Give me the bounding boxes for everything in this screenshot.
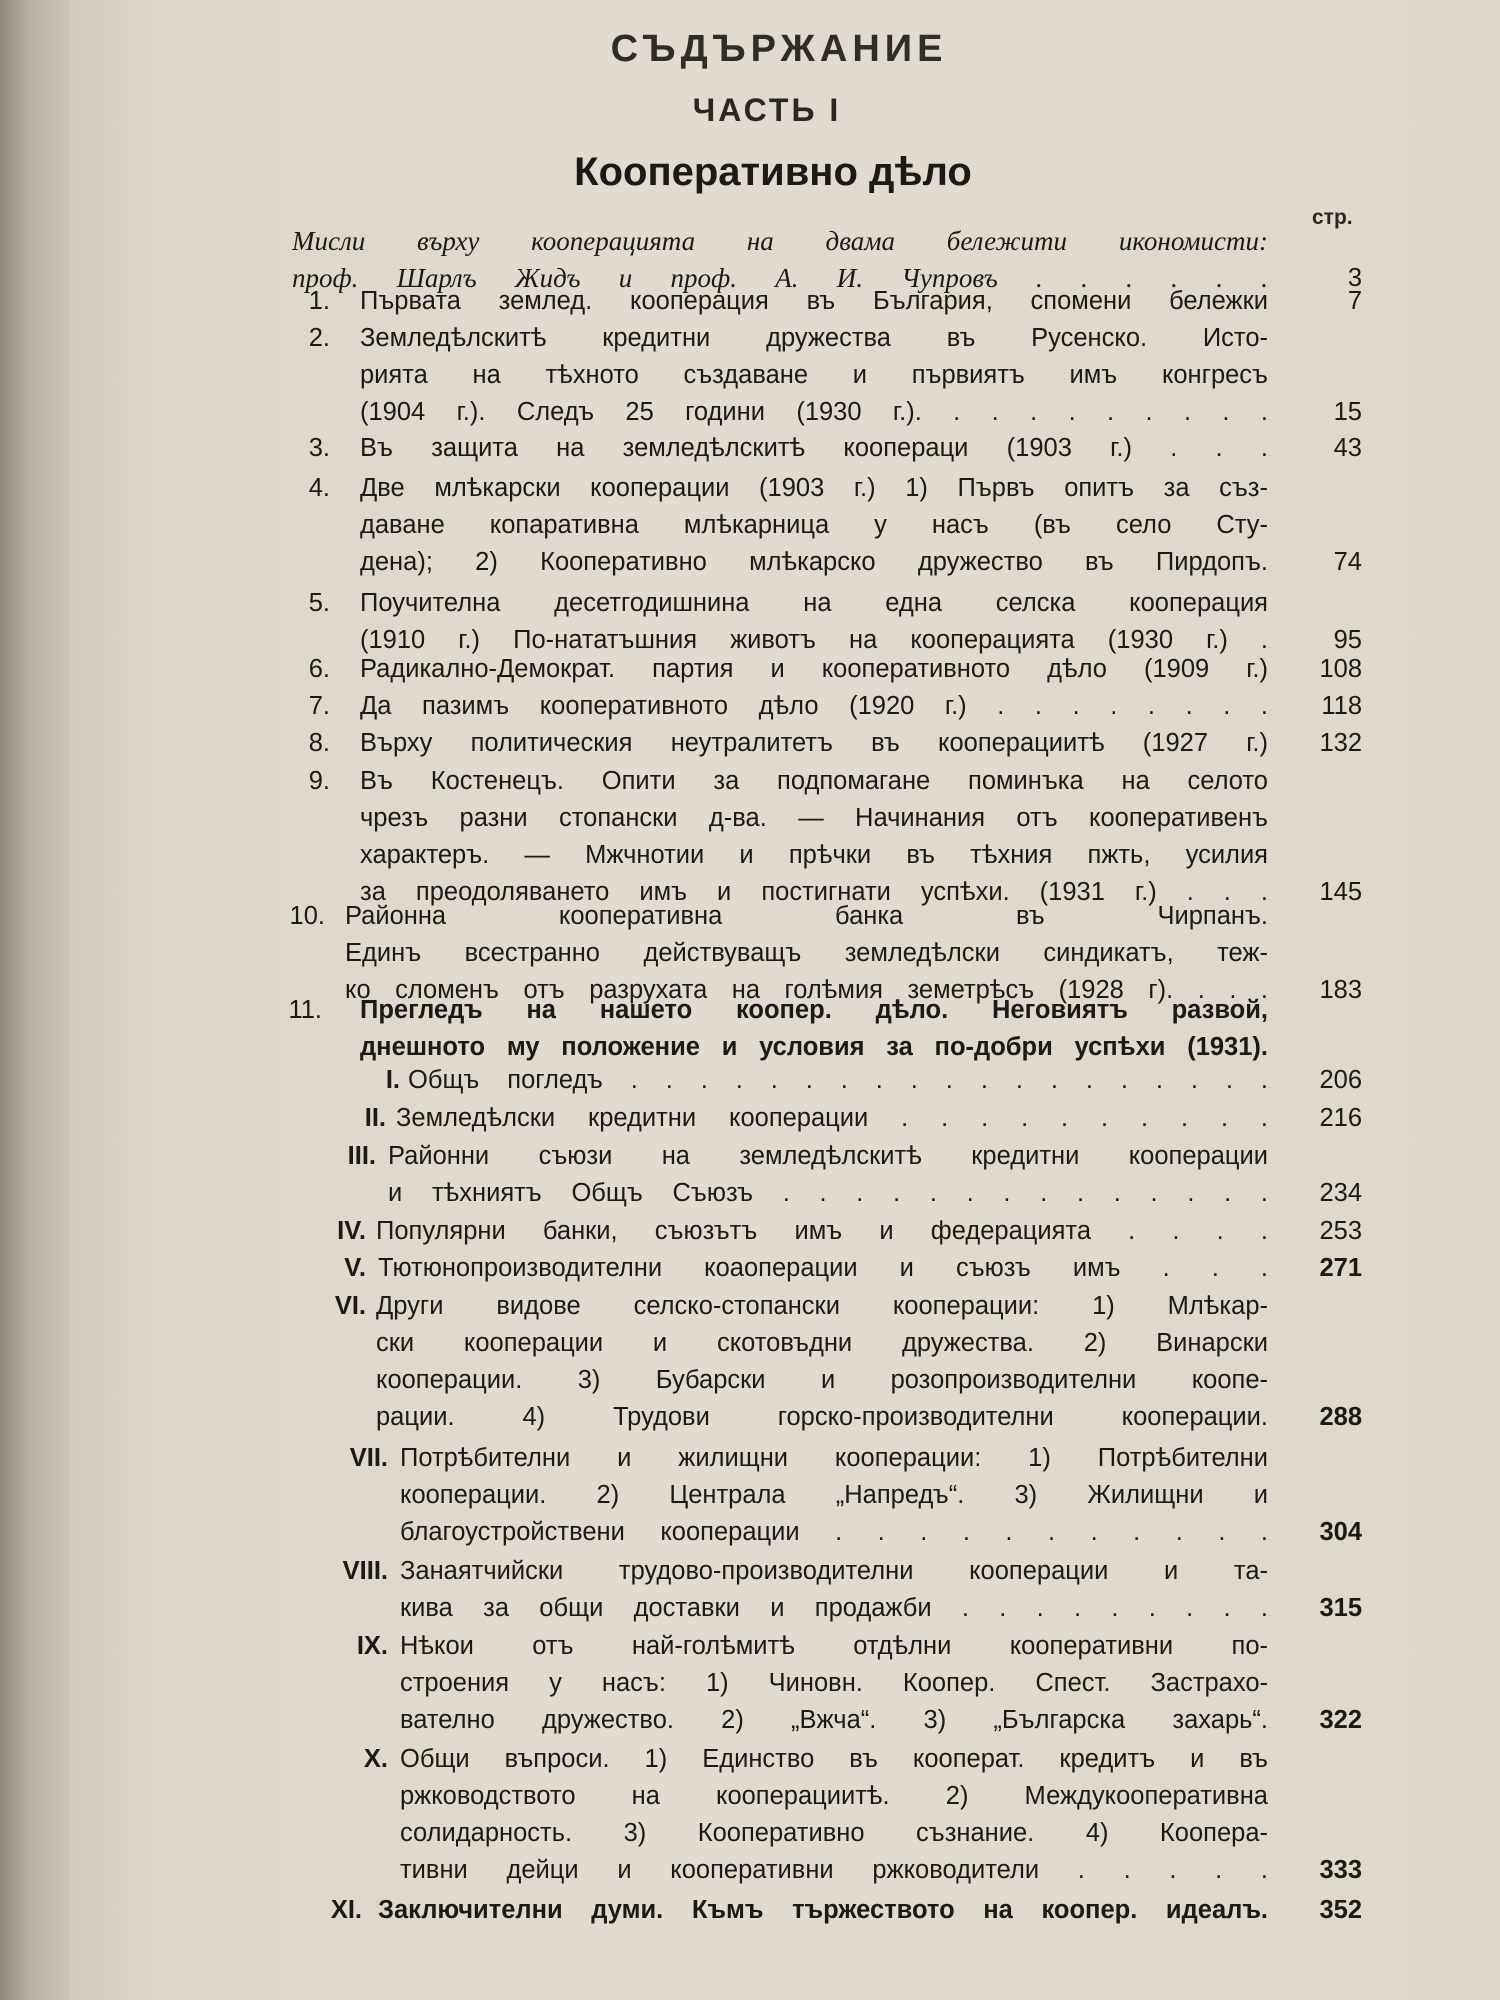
toc-entry-number: II. xyxy=(364,1104,386,1132)
toc-entry-page: 74 xyxy=(1333,548,1362,576)
toc-entry-page: 206 xyxy=(1319,1066,1362,1094)
toc-entry-line: Поучителна десетгодишнина на една селска кооперация xyxy=(360,589,1268,617)
toc-entry-line: Нѣкои отъ най-голѣмитѣ отдѣлни кооперативни по- xyxy=(400,1632,1268,1660)
toc-entry-line: Потрѣбителни и жилищни кооперации: 1) Потрѣбителни xyxy=(400,1444,1268,1472)
toc-entry-page: 43 xyxy=(1333,434,1362,462)
toc-entry-line: и тѣхниятъ Общъ Съюзъ . . . . . . . . . . . . . . xyxy=(388,1179,1268,1207)
toc-entry-page: 3 xyxy=(1347,264,1362,292)
toc-entry-line: Върху политическия неутралитетъ въ кооперациитѣ (1927 г.) xyxy=(360,729,1268,757)
book-page xyxy=(70,0,1500,2000)
toc-entry-number: 5. xyxy=(308,589,330,617)
toc-entry-page: 253 xyxy=(1319,1217,1362,1245)
toc-entry-line: Земледѣлскитѣ кредитни дружества въ Русенско. Исто- xyxy=(360,324,1268,352)
toc-entry-line: Първата землед. кооперация въ България, спомени бележки xyxy=(360,287,1268,315)
toc-entry-number: 3. xyxy=(308,434,330,462)
toc-entry-line: ко сломенъ отъ разрухата на голѣмия земетрѣсъ (1928 г). . . . xyxy=(345,976,1268,1004)
toc-entry-page: 315 xyxy=(1319,1594,1362,1622)
toc-entry-page: 234 xyxy=(1319,1179,1362,1207)
toc-entry-page: 333 xyxy=(1319,1856,1362,1884)
toc-entry-page: 15 xyxy=(1333,398,1362,426)
part-title: ЧАСТЬ I xyxy=(692,92,842,128)
toc-entry-number: X. xyxy=(363,1745,388,1773)
page-column-label: стр. xyxy=(1312,206,1353,229)
toc-entry-line: Общи въпроси. 1) Единство въ кооперат. кредитъ и въ xyxy=(400,1745,1268,1773)
toc-entry-line: кива за общи доставки и продажби . . . . . . . . . xyxy=(400,1594,1268,1622)
toc-entry-line: Въ Костенецъ. Опити за подпомагане поминъка на селото xyxy=(360,767,1268,795)
toc-entry-number: 6. xyxy=(308,655,330,683)
toc-entry-number: 7. xyxy=(308,692,330,720)
toc-entry-line: Общъ погледъ . . . . . . . . . . . . . . . . . . . xyxy=(408,1066,1268,1094)
toc-entry-page: 183 xyxy=(1319,976,1362,1004)
toc-entry-page: 216 xyxy=(1319,1104,1362,1132)
toc-entry-line: дена); 2) Кооперативно млѣкарско дружество въ Пирдопъ. xyxy=(360,548,1268,576)
toc-entry-line: Мисли върху кооперацията на двама бележити икономисти: xyxy=(292,226,1268,256)
toc-entry-line: даване копаративна млѣкарница у насъ (въ село Сту- xyxy=(360,511,1268,539)
section-title: Кооперативно дѣло xyxy=(574,150,972,194)
toc-entry-line: рации. 4) Трудови горско-производителни кооперации. xyxy=(376,1403,1268,1431)
toc-entry-line: кооперации. 2) Централа „Напредъ“. 3) Жилищни и xyxy=(400,1481,1268,1509)
toc-entry-number: VII. xyxy=(349,1444,388,1472)
toc-entry-line: благоустройствени кооперации . . . . . . . . . . . xyxy=(400,1518,1268,1546)
toc-entry-line: Други видове селско-стопански кооперации: 1) Млѣкар- xyxy=(376,1292,1268,1320)
toc-entry-line: проф. Шарлъ Жидъ и проф. А. И. Чупровъ . . . . . . xyxy=(292,263,1268,293)
toc-entry-page: 145 xyxy=(1319,878,1362,906)
toc-entry-page: 118 xyxy=(1321,692,1362,720)
toc-entry-line: Единъ всестранно действуващъ земледѣлски синдикатъ, теж- xyxy=(345,939,1268,967)
toc-entry-line: Радикално-Демократ. партия и кооперативното дѣло (1909 г.) xyxy=(360,655,1268,683)
toc-entry-number: VI. xyxy=(334,1292,366,1320)
toc-entry-line: Районна кооперативна банка въ Чирпанъ. xyxy=(345,902,1268,930)
toc-entry-number: III. xyxy=(347,1142,376,1170)
toc-entry-line: (1910 г.) По-нататъшния животъ на кооперацията (1930 г.) . xyxy=(360,626,1268,654)
toc-entry-number: 10. xyxy=(289,902,325,930)
toc-entry-line: строения у насъ: 1) Чиновн. Коопер. Спест. Застрахо- xyxy=(400,1669,1268,1697)
toc-entry-line: ски кооперации и скотовъдни дружества. 2) Винарски xyxy=(376,1329,1268,1357)
toc-entry-line: ржководството на кооперациитѣ. 2) Междукооперативна xyxy=(400,1782,1268,1810)
toc-entry-page: 304 xyxy=(1319,1518,1362,1546)
toc-entry-line: Заключителни думи. Къмъ тържеството на коопер. идеалъ. xyxy=(378,1896,1268,1924)
toc-entry-number: 1. xyxy=(308,287,330,315)
toc-entry-line: вателно дружество. 2) „Вжча“. 3) „Българска захарь“. xyxy=(400,1706,1268,1734)
toc-entry-page: 7 xyxy=(1347,287,1362,315)
toc-entry-line: Тютюнопроизводителни коаоперации и съюзъ имъ . . . xyxy=(378,1254,1268,1282)
toc-entry-line: (1904 г.). Следъ 25 години (1930 г.). . . . . . . . . . xyxy=(360,398,1268,426)
toc-entry-number: 2. xyxy=(308,324,330,352)
toc-entry-page: 271 xyxy=(1319,1254,1362,1282)
toc-entry-number: IV. xyxy=(337,1217,366,1245)
toc-entry-number: IX. xyxy=(356,1632,388,1660)
toc-entry-number: 8. xyxy=(308,729,330,757)
toc-entry-line: чрезъ разни стопански д-ва. — Начинания отъ кооперативенъ xyxy=(360,804,1268,832)
toc-entry-number: 9. xyxy=(308,767,330,795)
toc-entry-line: кооперации. 3) Бубарски и розопроизводителни коопе- xyxy=(376,1366,1268,1394)
toc-entry-line: тивни дейци и кооперативни ржководители . . . . . xyxy=(400,1856,1268,1884)
toc-entry-number: VIII. xyxy=(342,1557,388,1585)
toc-entry-line: Занаятчийски трудово-производителни кооперации и та- xyxy=(400,1557,1268,1585)
toc-entry-number: V. xyxy=(344,1254,366,1282)
toc-entry-line: рията на тѣхното създаване и първиятъ имъ конгресъ xyxy=(360,361,1268,389)
toc-entry-page: 132 xyxy=(1319,729,1362,757)
toc-entry-line: Две млѣкарски кооперации (1903 г.) 1) Първъ опитъ за съз- xyxy=(360,474,1268,502)
toc-entry-line: солидарность. 3) Кооперативно съзнание. 4) Коопера- xyxy=(400,1819,1268,1847)
toc-entry-number: 4. xyxy=(308,474,330,502)
toc-title: СЪДЪРЖАНИЕ xyxy=(610,28,948,70)
toc-entry-page: 95 xyxy=(1333,626,1362,654)
toc-entry-page: 108 xyxy=(1319,655,1362,683)
toc-entry-line: за преодоляването имъ и постигнати успѣхи. (1931 г.) . . . xyxy=(360,878,1268,906)
toc-entry-line: Да пазимъ кооперативното дѣло (1920 г.) . . . . . . . . xyxy=(360,692,1268,720)
toc-entry-page: 288 xyxy=(1319,1403,1362,1431)
toc-entry-line: Прегледъ на нашето коопер. дѣло. Неговиятъ развой, xyxy=(360,996,1268,1024)
toc-entry-page: 352 xyxy=(1319,1896,1362,1924)
toc-entry-page: 322 xyxy=(1319,1706,1362,1734)
toc-entry-line: Популярни банки, съюзътъ имъ и федерацията . . . . xyxy=(376,1217,1268,1245)
book-gutter xyxy=(0,0,70,2000)
toc-entry-number: I. xyxy=(385,1066,400,1094)
toc-entry-line: днешното му положение и условия за по-добри успѣхи (1931). xyxy=(360,1033,1268,1061)
toc-entry-number: 11. xyxy=(288,996,322,1024)
toc-entry-line: Земледѣлски кредитни кооперации . . . . . . . . . . xyxy=(396,1104,1268,1132)
toc-entry-number: XI. xyxy=(330,1896,362,1924)
toc-entry-line: характеръ. — Мжчнотии и прѣчки въ тѣхния пжть, усилия xyxy=(360,841,1268,869)
toc-entry-line: Районни съюзи на земледѣлскитѣ кредитни кооперации xyxy=(388,1142,1268,1170)
toc-entry-line: Въ защита на земледѣлскитѣ коопераци (1903 г.) . . . xyxy=(360,434,1268,462)
